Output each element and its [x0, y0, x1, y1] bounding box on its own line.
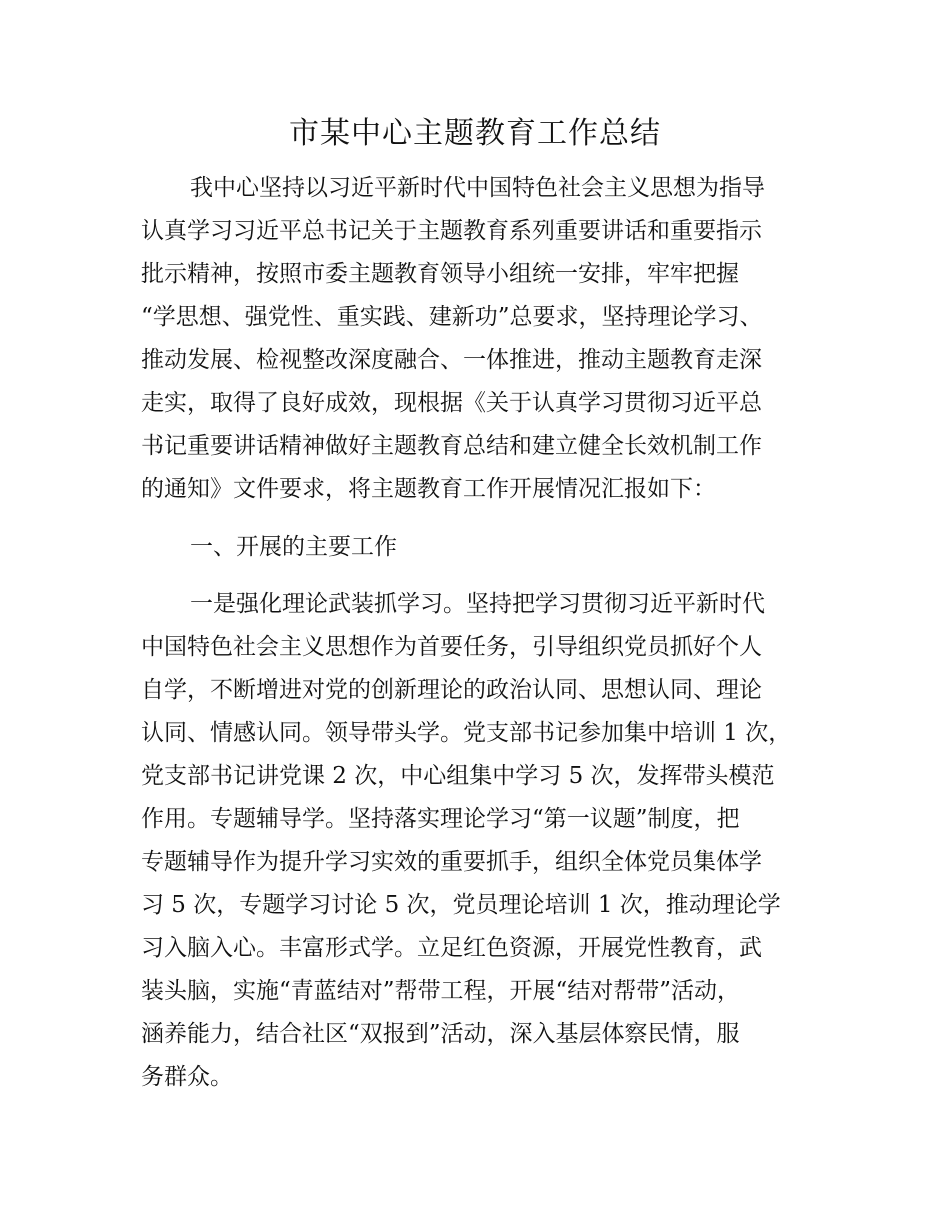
body-line: 党支部书记讲党课 2 次，中心组集中学习 5 次，发挥带头模范 — [141, 763, 775, 789]
body-line: 习 5 次，专题学习讨论 5 次，党员理论培训 1 次，推动理论学 — [141, 892, 781, 918]
body-line: 中国特色社会主义思想作为首要任务，引导组织党员抓好个人 — [141, 634, 762, 660]
intro-line: 认真学习习近平总书记关于主题教育系列重要讲话和重要指示 — [141, 218, 762, 244]
intro-line: 我中心坚持以习近平新时代中国特色社会主义思想为指导 — [190, 175, 765, 201]
intro-line: 推动发展、检视整改深度融合、一体推进，推动主题教育走深 — [141, 347, 762, 373]
intro-line: 的通知》文件要求，将主题教育工作开展情况汇报如下： — [141, 476, 716, 502]
body-line: 务群众。 — [141, 1064, 233, 1090]
body-line: 习入脑入心。丰富形式学。立足红色资源，开展党性教育，武 — [141, 935, 762, 961]
intro-line: 书记重要讲话精神做好主题教育总结和建立健全长效机制工作 — [141, 433, 762, 459]
body-line: 作用。专题辅导学。坚持落实理论学习“第一议题”制度，把 — [141, 806, 740, 832]
section-heading: 一、开展的主要工作 — [190, 534, 397, 560]
body-line: 装头脑，实施“青蓝结对”帮带工程，开展“结对帮带”活动， — [141, 978, 741, 1004]
body-line: 认同、情感认同。领导带头学。党支部书记参加集中培训 1 次， — [141, 720, 792, 746]
intro-line: “学思想、强党性、重实践、建新功”总要求，坚持理论学习、 — [141, 304, 763, 330]
document-title: 市某中心主题教育工作总结 — [289, 116, 661, 151]
intro-line: 批示精神，按照市委主题教育领导小组统一安排，牢牢把握 — [141, 261, 739, 287]
body-line: 一是强化理论武装抓学习。坚持把学习贯彻习近平新时代 — [190, 591, 765, 617]
body-line: 涵养能力，结合社区“双报到”活动，深入基层体察民情，服 — [141, 1021, 740, 1047]
body-line: 专题辅导作为提升学习实效的重要抓手，组织全体党员集体学 — [141, 849, 762, 875]
body-line: 自学，不断增进对党的创新理论的政治认同、思想认同、理论 — [141, 677, 762, 703]
intro-line: 走实，取得了良好成效，现根据《关于认真学习贯彻习近平总 — [141, 390, 762, 416]
